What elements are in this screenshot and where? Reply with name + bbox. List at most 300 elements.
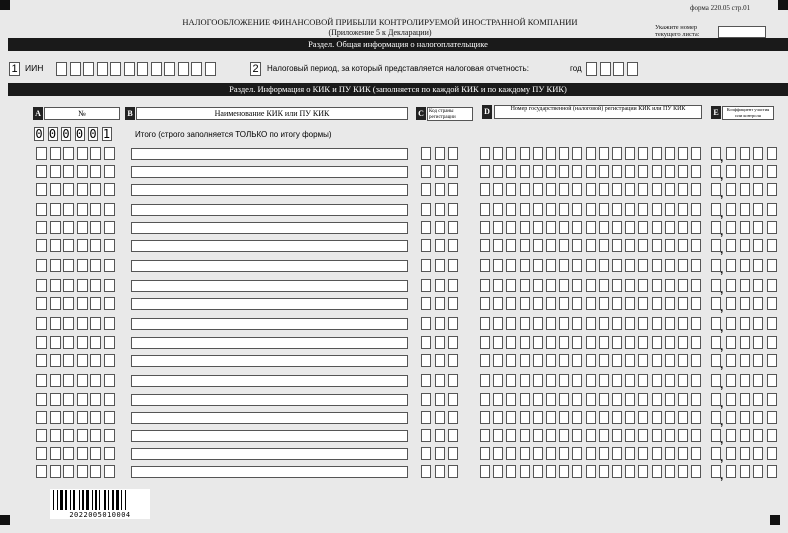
row-registration-cell[interactable] bbox=[678, 147, 688, 160]
row-registration-cell[interactable] bbox=[520, 374, 530, 387]
row-registration-cell[interactable] bbox=[493, 279, 503, 292]
row-registration-cell[interactable] bbox=[665, 465, 675, 478]
row-coefficient-cell[interactable] bbox=[726, 354, 736, 367]
row-coefficient-cell[interactable] bbox=[726, 259, 736, 272]
row-number-cell[interactable] bbox=[90, 336, 101, 349]
row-registration-cell[interactable] bbox=[638, 259, 648, 272]
row-name-field[interactable] bbox=[131, 184, 408, 196]
row-number-cell[interactable] bbox=[104, 239, 115, 252]
row-country-cell[interactable] bbox=[421, 429, 431, 442]
row-number-cell[interactable] bbox=[90, 239, 101, 252]
row-registration-cell[interactable] bbox=[533, 336, 543, 349]
row-registration-cell[interactable] bbox=[678, 336, 688, 349]
row-registration-cell[interactable] bbox=[559, 429, 569, 442]
row-coefficient-cell[interactable] bbox=[726, 279, 736, 292]
row-registration-cell[interactable] bbox=[691, 336, 701, 349]
row-registration-cell[interactable] bbox=[652, 221, 662, 234]
row-coefficient-cell[interactable] bbox=[753, 183, 763, 196]
row-registration-cell[interactable] bbox=[691, 239, 701, 252]
row-registration-cell[interactable] bbox=[506, 393, 516, 406]
row-registration-cell[interactable] bbox=[493, 239, 503, 252]
row-registration-cell[interactable] bbox=[520, 203, 530, 216]
row-coefficient-cell[interactable] bbox=[767, 429, 777, 442]
row-registration-cell[interactable] bbox=[586, 203, 596, 216]
row-number-cell[interactable] bbox=[77, 447, 88, 460]
row-number-cell[interactable] bbox=[50, 465, 61, 478]
row-number-cell[interactable] bbox=[104, 279, 115, 292]
row-country-cell[interactable] bbox=[448, 393, 458, 406]
row-number-cell[interactable] bbox=[63, 429, 74, 442]
row-coefficient-cell[interactable] bbox=[726, 429, 736, 442]
row-coefficient-cell[interactable] bbox=[753, 259, 763, 272]
row-registration-cell[interactable] bbox=[652, 354, 662, 367]
row-registration-cell[interactable] bbox=[493, 183, 503, 196]
row-registration-cell[interactable] bbox=[612, 183, 622, 196]
row-coefficient-cell[interactable] bbox=[767, 336, 777, 349]
row-name-field[interactable] bbox=[131, 204, 408, 216]
row-registration-cell[interactable] bbox=[546, 165, 556, 178]
row-coefficient-cell[interactable] bbox=[740, 393, 750, 406]
iin-cell[interactable] bbox=[205, 62, 216, 76]
row-registration-cell[interactable] bbox=[599, 203, 609, 216]
row-number-cell[interactable] bbox=[77, 393, 88, 406]
row-registration-cell[interactable] bbox=[520, 354, 530, 367]
row-registration-cell[interactable] bbox=[678, 411, 688, 424]
row-country-cell[interactable] bbox=[448, 203, 458, 216]
row-coefficient-cell[interactable] bbox=[767, 447, 777, 460]
row-registration-cell[interactable] bbox=[480, 447, 490, 460]
row-registration-cell[interactable] bbox=[586, 221, 596, 234]
row-registration-cell[interactable] bbox=[586, 336, 596, 349]
row-coefficient-cell[interactable] bbox=[753, 429, 763, 442]
row-registration-cell[interactable] bbox=[678, 203, 688, 216]
row-registration-cell[interactable] bbox=[599, 165, 609, 178]
row-coefficient-cell[interactable] bbox=[753, 465, 763, 478]
row-country-cell[interactable] bbox=[448, 354, 458, 367]
row-registration-cell[interactable] bbox=[586, 279, 596, 292]
row-country-cell[interactable] bbox=[448, 239, 458, 252]
row-number-cell[interactable] bbox=[36, 297, 47, 310]
row-registration-cell[interactable] bbox=[520, 465, 530, 478]
row-number-cell[interactable] bbox=[50, 203, 61, 216]
row-registration-cell[interactable] bbox=[612, 447, 622, 460]
row-registration-cell[interactable] bbox=[559, 317, 569, 330]
row-number-cell[interactable] bbox=[63, 183, 74, 196]
row-registration-cell[interactable] bbox=[612, 411, 622, 424]
row-registration-cell[interactable] bbox=[625, 221, 635, 234]
row-country-cell[interactable] bbox=[421, 411, 431, 424]
row-registration-cell[interactable] bbox=[691, 183, 701, 196]
row-registration-cell[interactable] bbox=[678, 447, 688, 460]
row-country-cell[interactable] bbox=[435, 393, 445, 406]
row-number-cell[interactable] bbox=[104, 221, 115, 234]
row-country-cell[interactable] bbox=[435, 297, 445, 310]
row-registration-cell[interactable] bbox=[520, 183, 530, 196]
row-registration-cell[interactable] bbox=[665, 374, 675, 387]
row-registration-cell[interactable] bbox=[546, 374, 556, 387]
row-country-cell[interactable] bbox=[448, 336, 458, 349]
row-name-field[interactable] bbox=[131, 166, 408, 178]
row-coefficient-cell[interactable] bbox=[767, 147, 777, 160]
row-registration-cell[interactable] bbox=[599, 259, 609, 272]
row-registration-cell[interactable] bbox=[506, 147, 516, 160]
row-registration-cell[interactable] bbox=[652, 279, 662, 292]
row-registration-cell[interactable] bbox=[572, 165, 582, 178]
row-registration-cell[interactable] bbox=[506, 259, 516, 272]
row-registration-cell[interactable] bbox=[520, 336, 530, 349]
row-number-cell[interactable] bbox=[90, 374, 101, 387]
row-registration-cell[interactable] bbox=[638, 465, 648, 478]
row-registration-cell[interactable] bbox=[599, 297, 609, 310]
row-registration-cell[interactable] bbox=[612, 354, 622, 367]
row-coefficient-cell[interactable] bbox=[767, 374, 777, 387]
row-registration-cell[interactable] bbox=[625, 374, 635, 387]
row-number-cell[interactable] bbox=[63, 279, 74, 292]
row-country-cell[interactable] bbox=[435, 203, 445, 216]
row-registration-cell[interactable] bbox=[638, 411, 648, 424]
row-registration-cell[interactable] bbox=[546, 147, 556, 160]
row-registration-cell[interactable] bbox=[533, 165, 543, 178]
row-registration-cell[interactable] bbox=[678, 393, 688, 406]
row-registration-cell[interactable] bbox=[506, 279, 516, 292]
row-registration-cell[interactable] bbox=[665, 183, 675, 196]
row-coefficient-cell[interactable] bbox=[753, 297, 763, 310]
row-registration-cell[interactable] bbox=[546, 239, 556, 252]
row-registration-cell[interactable] bbox=[691, 429, 701, 442]
row-registration-cell[interactable] bbox=[506, 354, 516, 367]
row-coefficient-cell[interactable] bbox=[726, 393, 736, 406]
row-registration-cell[interactable] bbox=[480, 411, 490, 424]
row-number-cell[interactable] bbox=[77, 411, 88, 424]
row-registration-cell[interactable] bbox=[665, 239, 675, 252]
row-registration-cell[interactable] bbox=[546, 203, 556, 216]
row-number-cell[interactable] bbox=[104, 429, 115, 442]
row-coefficient-cell[interactable] bbox=[740, 147, 750, 160]
row-registration-cell[interactable] bbox=[691, 203, 701, 216]
row-registration-cell[interactable] bbox=[612, 429, 622, 442]
row-coefficient-cell[interactable] bbox=[767, 165, 777, 178]
row-country-cell[interactable] bbox=[421, 147, 431, 160]
row-number-cell[interactable] bbox=[104, 465, 115, 478]
row-registration-cell[interactable] bbox=[506, 411, 516, 424]
row-number-cell[interactable] bbox=[63, 465, 74, 478]
iin-cell[interactable] bbox=[56, 62, 67, 76]
row-number-cell[interactable] bbox=[36, 259, 47, 272]
row-registration-cell[interactable] bbox=[480, 393, 490, 406]
row-registration-cell[interactable] bbox=[572, 297, 582, 310]
row-number-cell[interactable] bbox=[36, 165, 47, 178]
row-registration-cell[interactable] bbox=[559, 336, 569, 349]
row-number-cell[interactable] bbox=[77, 279, 88, 292]
row-number-cell[interactable] bbox=[77, 297, 88, 310]
row-number-cell[interactable] bbox=[77, 317, 88, 330]
row-registration-cell[interactable] bbox=[546, 465, 556, 478]
row-registration-cell[interactable] bbox=[612, 336, 622, 349]
row-registration-cell[interactable] bbox=[506, 465, 516, 478]
row-registration-cell[interactable] bbox=[638, 297, 648, 310]
row-registration-cell[interactable] bbox=[480, 354, 490, 367]
row-registration-cell[interactable] bbox=[638, 279, 648, 292]
row-registration-cell[interactable] bbox=[599, 336, 609, 349]
row-registration-cell[interactable] bbox=[493, 411, 503, 424]
row-registration-cell[interactable] bbox=[493, 165, 503, 178]
row-registration-cell[interactable] bbox=[678, 279, 688, 292]
row-name-field[interactable] bbox=[131, 375, 408, 387]
row-registration-cell[interactable] bbox=[559, 279, 569, 292]
row-coefficient-cell[interactable] bbox=[726, 317, 736, 330]
row-name-field[interactable] bbox=[131, 412, 408, 424]
row-number-cell[interactable] bbox=[90, 447, 101, 460]
row-registration-cell[interactable] bbox=[546, 317, 556, 330]
row-coefficient-cell[interactable] bbox=[767, 203, 777, 216]
iin-cell[interactable] bbox=[124, 62, 135, 76]
row-registration-cell[interactable] bbox=[559, 465, 569, 478]
row-registration-cell[interactable] bbox=[572, 221, 582, 234]
row-registration-cell[interactable] bbox=[625, 317, 635, 330]
iin-cell[interactable] bbox=[191, 62, 202, 76]
row-country-cell[interactable] bbox=[448, 165, 458, 178]
row-registration-cell[interactable] bbox=[691, 165, 701, 178]
row-registration-cell[interactable] bbox=[625, 465, 635, 478]
row-registration-cell[interactable] bbox=[572, 183, 582, 196]
row-number-cell[interactable] bbox=[104, 393, 115, 406]
iin-cell[interactable] bbox=[137, 62, 148, 76]
row-country-cell[interactable] bbox=[435, 374, 445, 387]
row-registration-cell[interactable] bbox=[520, 317, 530, 330]
row-number-cell[interactable] bbox=[63, 147, 74, 160]
row-registration-cell[interactable] bbox=[520, 259, 530, 272]
row-country-cell[interactable] bbox=[421, 259, 431, 272]
row-number-cell[interactable] bbox=[50, 354, 61, 367]
row-registration-cell[interactable] bbox=[533, 183, 543, 196]
iin-cell[interactable] bbox=[70, 62, 81, 76]
row-coefficient-cell[interactable] bbox=[740, 183, 750, 196]
row-coefficient-cell[interactable] bbox=[753, 336, 763, 349]
row-registration-cell[interactable] bbox=[506, 336, 516, 349]
row-number-cell[interactable] bbox=[36, 393, 47, 406]
row-number-cell[interactable] bbox=[63, 297, 74, 310]
row-registration-cell[interactable] bbox=[638, 447, 648, 460]
row-number-cell[interactable] bbox=[104, 203, 115, 216]
row-number-cell[interactable] bbox=[77, 336, 88, 349]
row-country-cell[interactable] bbox=[448, 465, 458, 478]
row-number-cell[interactable] bbox=[90, 429, 101, 442]
row-registration-cell[interactable] bbox=[533, 239, 543, 252]
row-registration-cell[interactable] bbox=[625, 259, 635, 272]
row-registration-cell[interactable] bbox=[533, 354, 543, 367]
row-coefficient-cell[interactable] bbox=[753, 165, 763, 178]
row-number-cell[interactable] bbox=[63, 354, 74, 367]
row-registration-cell[interactable] bbox=[520, 393, 530, 406]
row-registration-cell[interactable] bbox=[520, 297, 530, 310]
row-registration-cell[interactable] bbox=[559, 354, 569, 367]
row-number-cell[interactable] bbox=[77, 221, 88, 234]
row-coefficient-cell[interactable] bbox=[740, 429, 750, 442]
row-registration-cell[interactable] bbox=[691, 447, 701, 460]
row-registration-cell[interactable] bbox=[599, 354, 609, 367]
row-number-cell[interactable] bbox=[90, 317, 101, 330]
row-registration-cell[interactable] bbox=[586, 183, 596, 196]
row-coefficient-cell[interactable] bbox=[753, 221, 763, 234]
row-registration-cell[interactable] bbox=[506, 165, 516, 178]
row-registration-cell[interactable] bbox=[599, 429, 609, 442]
row-registration-cell[interactable] bbox=[493, 447, 503, 460]
row-registration-cell[interactable] bbox=[546, 279, 556, 292]
row-name-field[interactable] bbox=[131, 222, 408, 234]
row-registration-cell[interactable] bbox=[533, 374, 543, 387]
row-registration-cell[interactable] bbox=[612, 393, 622, 406]
row-registration-cell[interactable] bbox=[665, 411, 675, 424]
row-registration-cell[interactable] bbox=[638, 317, 648, 330]
row-coefficient-cell[interactable] bbox=[740, 259, 750, 272]
row-coefficient-cell[interactable] bbox=[740, 465, 750, 478]
row-number-cell[interactable] bbox=[50, 411, 61, 424]
row-registration-cell[interactable] bbox=[520, 221, 530, 234]
row-registration-cell[interactable] bbox=[572, 393, 582, 406]
row-registration-cell[interactable] bbox=[586, 465, 596, 478]
row-number-cell[interactable] bbox=[77, 239, 88, 252]
row-registration-cell[interactable] bbox=[638, 165, 648, 178]
row-registration-cell[interactable] bbox=[599, 447, 609, 460]
row-registration-cell[interactable] bbox=[612, 279, 622, 292]
row-coefficient-cell[interactable] bbox=[740, 165, 750, 178]
row-registration-cell[interactable] bbox=[480, 221, 490, 234]
row-number-cell[interactable] bbox=[63, 203, 74, 216]
row-number-cell[interactable] bbox=[77, 465, 88, 478]
row-number-cell[interactable] bbox=[50, 279, 61, 292]
row-registration-cell[interactable] bbox=[506, 221, 516, 234]
row-registration-cell[interactable] bbox=[586, 297, 596, 310]
row-registration-cell[interactable] bbox=[625, 239, 635, 252]
row-registration-cell[interactable] bbox=[506, 429, 516, 442]
row-registration-cell[interactable] bbox=[638, 183, 648, 196]
row-registration-cell[interactable] bbox=[625, 279, 635, 292]
row-number-cell[interactable] bbox=[90, 279, 101, 292]
row-registration-cell[interactable] bbox=[546, 259, 556, 272]
row-registration-cell[interactable] bbox=[533, 429, 543, 442]
row-number-cell[interactable] bbox=[77, 203, 88, 216]
row-coefficient-cell[interactable] bbox=[726, 165, 736, 178]
row-registration-cell[interactable] bbox=[625, 447, 635, 460]
row-registration-cell[interactable] bbox=[533, 297, 543, 310]
row-country-cell[interactable] bbox=[448, 447, 458, 460]
row-registration-cell[interactable] bbox=[533, 279, 543, 292]
row-registration-cell[interactable] bbox=[638, 374, 648, 387]
row-registration-cell[interactable] bbox=[572, 429, 582, 442]
row-registration-cell[interactable] bbox=[493, 336, 503, 349]
row-registration-cell[interactable] bbox=[533, 317, 543, 330]
row-country-cell[interactable] bbox=[421, 183, 431, 196]
row-registration-cell[interactable] bbox=[691, 374, 701, 387]
row-registration-cell[interactable] bbox=[665, 259, 675, 272]
row-coefficient-cell[interactable] bbox=[753, 354, 763, 367]
row-coefficient-cell[interactable] bbox=[767, 411, 777, 424]
row-coefficient-cell[interactable] bbox=[767, 259, 777, 272]
row-coefficient-cell[interactable] bbox=[767, 393, 777, 406]
row-number-cell[interactable] bbox=[50, 239, 61, 252]
row-number-cell[interactable] bbox=[90, 165, 101, 178]
row-country-cell[interactable] bbox=[421, 221, 431, 234]
row-number-cell[interactable] bbox=[90, 393, 101, 406]
row-number-cell[interactable] bbox=[104, 165, 115, 178]
row-registration-cell[interactable] bbox=[652, 429, 662, 442]
row-registration-cell[interactable] bbox=[625, 183, 635, 196]
row-coefficient-cell[interactable] bbox=[740, 279, 750, 292]
row-registration-cell[interactable] bbox=[612, 165, 622, 178]
row-registration-cell[interactable] bbox=[691, 465, 701, 478]
row-registration-cell[interactable] bbox=[572, 239, 582, 252]
row-registration-cell[interactable] bbox=[506, 317, 516, 330]
row-registration-cell[interactable] bbox=[546, 221, 556, 234]
iin-cell[interactable] bbox=[164, 62, 175, 76]
row-number-cell[interactable] bbox=[63, 317, 74, 330]
row-coefficient-cell[interactable] bbox=[753, 203, 763, 216]
row-number-cell[interactable] bbox=[50, 259, 61, 272]
row-number-cell[interactable] bbox=[50, 297, 61, 310]
row-country-cell[interactable] bbox=[421, 447, 431, 460]
row-registration-cell[interactable] bbox=[480, 317, 490, 330]
row-registration-cell[interactable] bbox=[652, 165, 662, 178]
row-registration-cell[interactable] bbox=[506, 297, 516, 310]
row-registration-cell[interactable] bbox=[665, 203, 675, 216]
row-registration-cell[interactable] bbox=[586, 447, 596, 460]
row-country-cell[interactable] bbox=[421, 279, 431, 292]
year-cell[interactable] bbox=[627, 62, 638, 76]
row-registration-cell[interactable] bbox=[480, 165, 490, 178]
row-registration-cell[interactable] bbox=[691, 147, 701, 160]
row-number-cell[interactable] bbox=[63, 393, 74, 406]
row-country-cell[interactable] bbox=[421, 165, 431, 178]
row-country-cell[interactable] bbox=[435, 279, 445, 292]
row-number-cell[interactable] bbox=[77, 165, 88, 178]
row-country-cell[interactable] bbox=[421, 203, 431, 216]
row-coefficient-cell[interactable] bbox=[767, 465, 777, 478]
row-coefficient-cell[interactable] bbox=[726, 336, 736, 349]
row-coefficient-cell[interactable] bbox=[767, 183, 777, 196]
row-coefficient-cell[interactable] bbox=[740, 221, 750, 234]
row-registration-cell[interactable] bbox=[652, 239, 662, 252]
row-registration-cell[interactable] bbox=[599, 147, 609, 160]
row-registration-cell[interactable] bbox=[599, 465, 609, 478]
row-registration-cell[interactable] bbox=[652, 147, 662, 160]
row-registration-cell[interactable] bbox=[678, 429, 688, 442]
row-coefficient-cell[interactable] bbox=[740, 411, 750, 424]
row-number-cell[interactable] bbox=[90, 259, 101, 272]
row-number-cell[interactable] bbox=[50, 336, 61, 349]
row-number-cell[interactable] bbox=[90, 203, 101, 216]
row-number-cell[interactable] bbox=[50, 317, 61, 330]
row-registration-cell[interactable] bbox=[493, 203, 503, 216]
row-country-cell[interactable] bbox=[448, 429, 458, 442]
row-registration-cell[interactable] bbox=[520, 411, 530, 424]
row-number-cell[interactable] bbox=[90, 221, 101, 234]
row-registration-cell[interactable] bbox=[493, 221, 503, 234]
row-registration-cell[interactable] bbox=[612, 203, 622, 216]
row-name-field[interactable] bbox=[131, 394, 408, 406]
row-number-cell[interactable] bbox=[90, 465, 101, 478]
row-number-cell[interactable] bbox=[36, 239, 47, 252]
row-country-cell[interactable] bbox=[448, 183, 458, 196]
row-coefficient-cell[interactable] bbox=[753, 317, 763, 330]
row-country-cell[interactable] bbox=[448, 297, 458, 310]
row-registration-cell[interactable] bbox=[546, 336, 556, 349]
row-country-cell[interactable] bbox=[448, 221, 458, 234]
row-number-cell[interactable] bbox=[63, 259, 74, 272]
row-registration-cell[interactable] bbox=[533, 221, 543, 234]
row-registration-cell[interactable] bbox=[546, 354, 556, 367]
row-registration-cell[interactable] bbox=[480, 374, 490, 387]
row-number-cell[interactable] bbox=[36, 429, 47, 442]
